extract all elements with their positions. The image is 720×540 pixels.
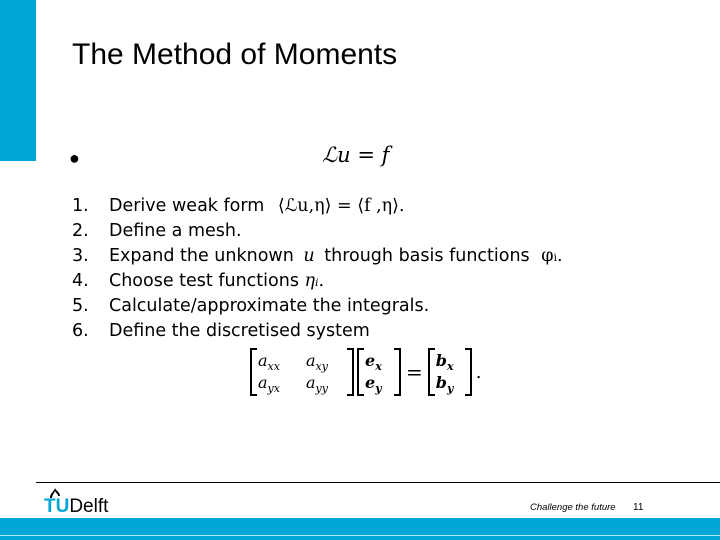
step-math: u bbox=[303, 246, 315, 266]
list-item bbox=[72, 194, 563, 219]
step-number: 2. bbox=[72, 221, 89, 241]
bottom-accent-bar bbox=[0, 518, 720, 540]
step-number: 4. bbox=[72, 271, 89, 291]
step-math: ⟨ℒu,η⟩ = ⟨f ,η⟩. bbox=[277, 196, 405, 216]
step-text: Define a mesh. bbox=[109, 221, 242, 241]
step-number: 3. bbox=[72, 246, 89, 266]
equals-sign: = bbox=[406, 360, 423, 384]
vector-cell: $b_x$ bbox=[435, 351, 454, 374]
bullet-dot: ● bbox=[69, 148, 80, 168]
list-item bbox=[72, 319, 563, 344]
step-number: 6. bbox=[72, 321, 89, 341]
step-text: through basis functions bbox=[324, 246, 530, 266]
step-text: Choose test functions bbox=[109, 271, 299, 291]
vector-cell: $b_y$ bbox=[435, 373, 454, 396]
step-number: 5. bbox=[72, 296, 89, 316]
logo-tu-text: TU bbox=[44, 496, 70, 517]
footer-divider bbox=[36, 482, 720, 483]
list-item bbox=[72, 219, 563, 244]
footer-slogan: Challenge the future bbox=[530, 502, 616, 513]
page-number: 11 bbox=[633, 502, 644, 513]
matrix-cell: $a_{xy}$ bbox=[306, 351, 328, 374]
bottom-bar-divider bbox=[0, 535, 720, 536]
steps-list bbox=[72, 194, 563, 344]
matrix-cell: $a_{xx}$ bbox=[258, 351, 280, 374]
matrix-cell: $a_{yy}$ bbox=[306, 373, 328, 396]
step-math: ηᵢ. bbox=[304, 271, 325, 291]
list-item bbox=[72, 269, 563, 294]
tudelft-logo bbox=[44, 487, 134, 517]
slide-title: The Method of Moments bbox=[72, 38, 398, 71]
step-text: Derive weak form bbox=[109, 196, 265, 216]
logo-delft-text: Delft bbox=[69, 496, 109, 517]
unknown-vector bbox=[357, 348, 401, 396]
step-text: Expand the unknown bbox=[109, 246, 294, 266]
accent-bar bbox=[0, 0, 36, 161]
end-period: . bbox=[475, 361, 482, 383]
list-item bbox=[72, 244, 563, 269]
list-item bbox=[72, 294, 563, 319]
step-number: 1. bbox=[72, 196, 89, 216]
matrix-cell: $a_{yx}$ bbox=[258, 373, 280, 396]
rhs-vector bbox=[428, 348, 472, 396]
step-text: Calculate/approximate the integrals. bbox=[109, 296, 430, 316]
vector-cell: $e_y$ bbox=[365, 373, 382, 396]
step-text: Define the discretised system bbox=[109, 321, 370, 341]
step-math: φᵢ. bbox=[541, 246, 563, 266]
coefficient-matrix bbox=[250, 348, 354, 396]
operator-equation: ℒu = f bbox=[322, 143, 390, 167]
vector-cell: $e_x$ bbox=[365, 351, 382, 374]
matrix-equation bbox=[250, 348, 482, 396]
